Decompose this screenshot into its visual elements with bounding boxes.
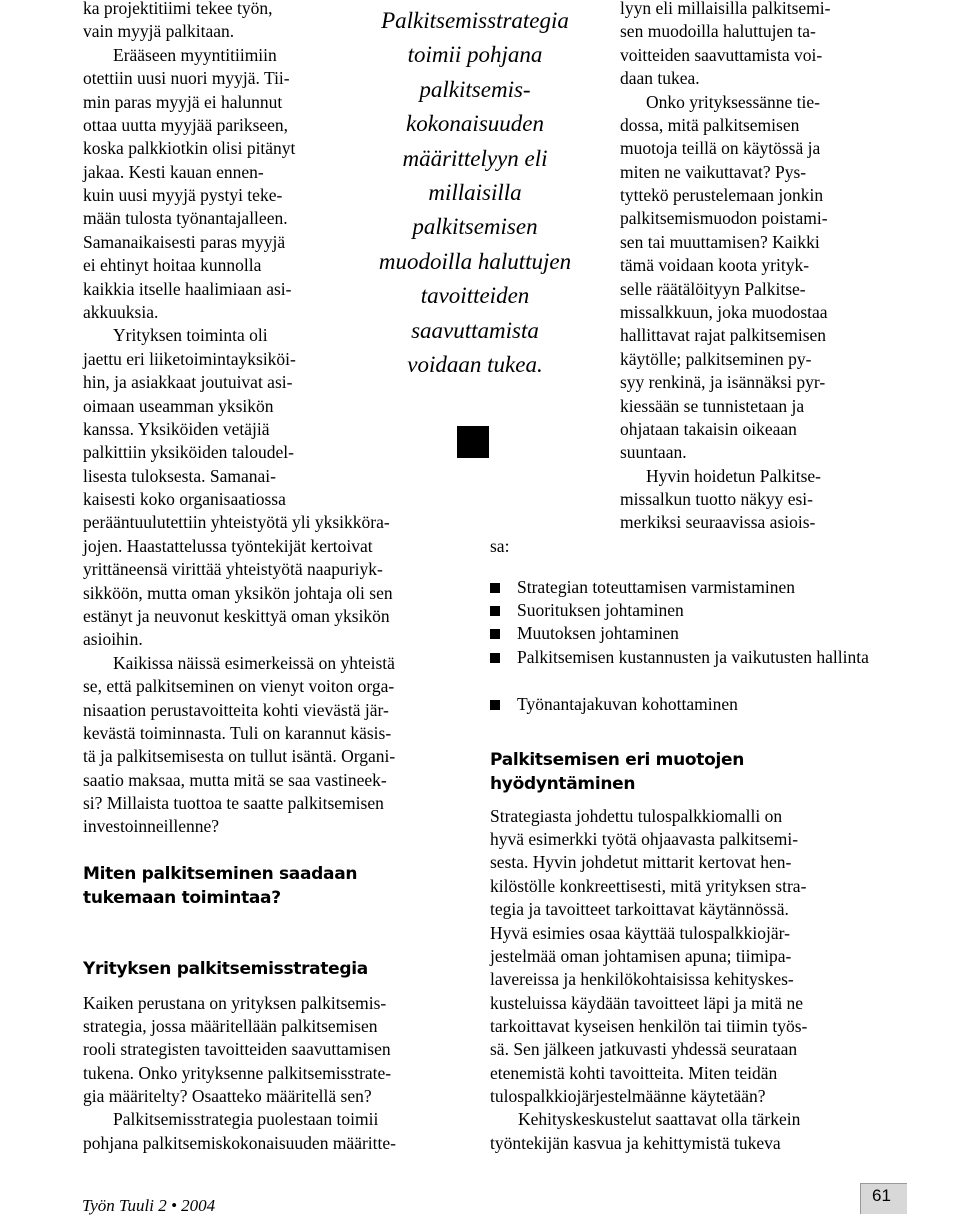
body-line: kiessään se tunnistetaan ja	[620, 396, 805, 416]
body-line: Kehityskeskustelut saattavat olla tärkein	[518, 1109, 801, 1129]
body-line: tulospalkkiojärjestelmäänne käytetään?	[490, 1086, 766, 1106]
body-line: hallittavat rajat palkitsemisen	[620, 325, 827, 345]
body-line: jakaa. Kesti kauan ennen-	[83, 162, 264, 182]
pull-quote	[345, 4, 605, 382]
body-line: daan tukea.	[620, 68, 700, 88]
body-line: lisesta tuloksesta. Samanai-	[83, 466, 276, 486]
body-line: missalkkuun, joka muodostaa	[620, 302, 828, 322]
body-line: käytölle; palkitseminen py-	[620, 349, 812, 369]
body-line: missalkun tuotto näkyy esi-	[620, 489, 813, 509]
body-line: lavereissa ja henkilökohtaisissa kehityskes-	[490, 969, 794, 989]
body-line: ka projektitiimi tekee työn,	[83, 0, 273, 18]
body-line: työntekijän kasvua ja kehittymistä tukeva	[490, 1133, 781, 1153]
body-line: miten ne vaikuttavat? Pys-	[620, 162, 807, 182]
pull-quote-line: määrittelyyn eli	[402, 145, 548, 171]
body-line: nisaation perustavoitteita kohti vievästä jär-	[83, 700, 389, 720]
body-line: kuin uusi myyjä pystyi teke-	[83, 185, 283, 205]
pull-quote-line: Palkitsemisstrategia	[381, 8, 569, 33]
pull-quote-line: muodoilla haluttujen	[378, 248, 572, 274]
pull-quote-line: voidaan tukea.	[407, 352, 543, 378]
list-item: Työnantajakuvan kohottaminen	[490, 693, 890, 716]
list-item: Palkitsemisen kustannusten ja vaikutusten hallinta	[490, 646, 870, 669]
body-line: kaisesti koko organisaatiossa	[83, 489, 286, 509]
body-line: si? Millaista tuottoa te saatte palkitsemisen	[83, 793, 384, 813]
bullet-square-icon	[490, 700, 500, 710]
body-line: jestelmää oman johtamisen apuna; tiimipa-	[490, 946, 792, 966]
section-heading-line: Palkitsemisen eri muotojen	[490, 750, 745, 770]
body-line: sesta. Hyvin johdetut mittarit kertovat hen-	[490, 852, 792, 872]
body-line: tukena. Onko yrityksenne palkitsemisstrate-	[83, 1063, 392, 1083]
bullet-square-icon	[490, 629, 500, 639]
body-line: min paras myyjä ei halunnut	[83, 92, 283, 112]
pull-quote-line: palkitsemisen	[412, 214, 538, 240]
list-item: Muutoksen johtaminen	[490, 622, 890, 645]
bullet-square-icon	[490, 583, 500, 593]
pull-quote-line: millaisilla	[428, 180, 522, 206]
body-line: sen muodoilla haluttujen ta-	[620, 21, 816, 41]
body-line: Yrityksen toiminta oli	[113, 325, 268, 345]
body-line: lyyn eli millaisilla palkitsemi-	[620, 0, 831, 18]
body-line: suuntaan.	[620, 442, 687, 462]
body-line: Erääseen myyntitiimiin	[113, 45, 277, 65]
body-line: ohjataan takaisin oikeaan	[620, 419, 797, 439]
pull-quote-line: saavuttamista	[411, 317, 539, 343]
body-line: gia määritelty? Osaatteko määritellä sen?	[83, 1086, 372, 1106]
pull-quote-line: toimii pohjana	[407, 42, 543, 68]
body-line: mään tulosta työnantajalleen.	[83, 208, 288, 228]
body-line: palkitsemismuodon poistami-	[620, 208, 828, 228]
body-line: Strategiasta johdettu tulospalkkiomalli on	[490, 806, 783, 826]
bullet-square-icon	[490, 653, 500, 663]
body-line: tä ja palkitsemisesta on tullut isäntä. Organi-	[83, 746, 396, 766]
body-line: kusteluissa käydään tavoitteet läpi ja mitä ne	[490, 993, 803, 1013]
body-line: yrittäneensä virittää yhteistyötä naapuriyk-	[83, 559, 383, 579]
body-line: etenemistä kohti tavoitteita. Miten teidän	[490, 1063, 778, 1083]
body-line: merkiksi seuraavissa asiois-	[620, 512, 816, 532]
body-line: voitteiden saavuttamista voi-	[620, 45, 823, 65]
body-line: saatio maksaa, mutta mitä se saa vastineek-	[83, 770, 387, 790]
body-line: sä. Sen jälkeen jatkuvasti yhdessä seuratаan	[490, 1039, 798, 1059]
body-line: kevästä toiminnasta. Tuli on karannut käsis-	[83, 723, 392, 743]
pull-quote-line: kokonaisuuden	[406, 111, 544, 137]
body-line: asioihin.	[83, 629, 143, 649]
body-line: sen tai muuttamisen? Kaikki	[620, 232, 820, 252]
body-line: ei ehtinyt hoitaa kunnolla	[83, 255, 262, 275]
body-line: hyvä esimerkki työtä ohjaavasta palkitsemi-	[490, 829, 799, 849]
body-line: Samanaikaisesti paras myyjä	[83, 232, 286, 252]
footer-publication: Työn Tuuli 2 • 2004	[82, 1196, 216, 1215]
body-line: oimaan useamman yksikön	[83, 396, 274, 416]
body-line: akkuuksia.	[83, 302, 159, 322]
body-line: tämä voidaan koota yrityk-	[620, 255, 810, 275]
body-line: Onko yrityksessänne tie-	[646, 92, 820, 112]
section-heading-line: hyödyntäminen	[490, 774, 636, 794]
body-line: selle räätälöityyn Palkitse-	[620, 279, 806, 299]
body-line: se, että palkitseminen on vienyt voiton orga-	[83, 676, 395, 696]
body-line: tarkoittavat kyseisen henkilön tai tiimin työs-	[490, 1016, 808, 1036]
body-line: kanssa. Yksiköiden vetäjiä	[83, 419, 270, 439]
body-line: tegia ja tavoitteet tarkoittavat käytännössä.	[490, 899, 789, 919]
body-line: sikköön, mutta oman yksikön johtaja oli sen	[83, 583, 393, 603]
body-line: perääntuulutettiin yhteistyötä yli yksikkörа-	[83, 512, 390, 532]
list-item: Suorituksen johtaminen	[490, 599, 890, 622]
body-line: Hyvä esimies osaa käyttää tulospalkkiojär-	[490, 923, 790, 943]
body-line: sa:	[490, 536, 510, 556]
body-line: Palkitsemisstrategia puolestaan toimii	[113, 1109, 379, 1129]
body-line: otettiin uusi nuori myyjä. Tii-	[83, 68, 290, 88]
pull-quote-line: tavoitteiden	[420, 283, 530, 309]
body-line: jojen. Haastattelussa työntekijät kertoivat	[83, 536, 373, 556]
body-line: estänyt ja neuvonut keskittyä oman yksikön	[83, 606, 390, 626]
body-line: Kaiken perustana on yrityksen palkitsemis-	[83, 993, 387, 1013]
subsection-heading: Yrityksen palkitsemisstrategia	[83, 959, 368, 979]
body-line: strategia, jossa määritellään palkitsemisen	[83, 1016, 378, 1036]
page-number: 61	[872, 1186, 891, 1205]
body-line: kaikkia itselle haalimiaan asi-	[83, 279, 292, 299]
body-line: muotoja teillä on käytössä ja	[620, 138, 821, 158]
bullet-square-icon	[490, 606, 500, 616]
body-line: koska palkkiotkin olisi pitänyt	[83, 138, 296, 158]
body-line: hin, ja asiakkaat joutuivat asi-	[83, 372, 293, 392]
section-heading-line: Miten palkitseminen saadaan	[83, 864, 358, 884]
body-line: Kaikissa näissä esimerkeissä on yhteistä	[113, 653, 395, 673]
body-line: vain myyjä palkitaan.	[83, 21, 235, 41]
body-line: ottaa uutta myyjää parikseen,	[83, 115, 289, 135]
body-line: palkittiin yksiköiden taloudel-	[83, 442, 294, 462]
body-line: rooli strategisten tavoitteiden saavuttamisen	[83, 1039, 391, 1059]
pull-quote-line: palkitsemis-	[419, 76, 531, 102]
list-item: Strategian toteuttamisen varmistaminen	[490, 576, 890, 599]
end-marker-square	[457, 426, 489, 458]
section-heading-line: tukemaan toimintaa?	[83, 888, 281, 908]
body-line: Hyvin hoidetun Palkitse-	[646, 466, 821, 486]
body-line: tyttekö perustelemaan jonkin	[620, 185, 824, 205]
body-line: pohjana palkitsemiskokonaisuuden määritte-	[83, 1133, 396, 1153]
body-line: kilöstölle konkreettisesti, mitä yrityksen stra-	[490, 876, 807, 896]
body-line: investoinneillenne?	[83, 816, 220, 836]
body-line: jaettu eri liiketoimintayksiköi-	[83, 349, 296, 369]
body-line: syy renkinä, ja isännäksi pyr-	[620, 372, 826, 392]
body-line: dossa, mitä palkitsemisen	[620, 115, 800, 135]
